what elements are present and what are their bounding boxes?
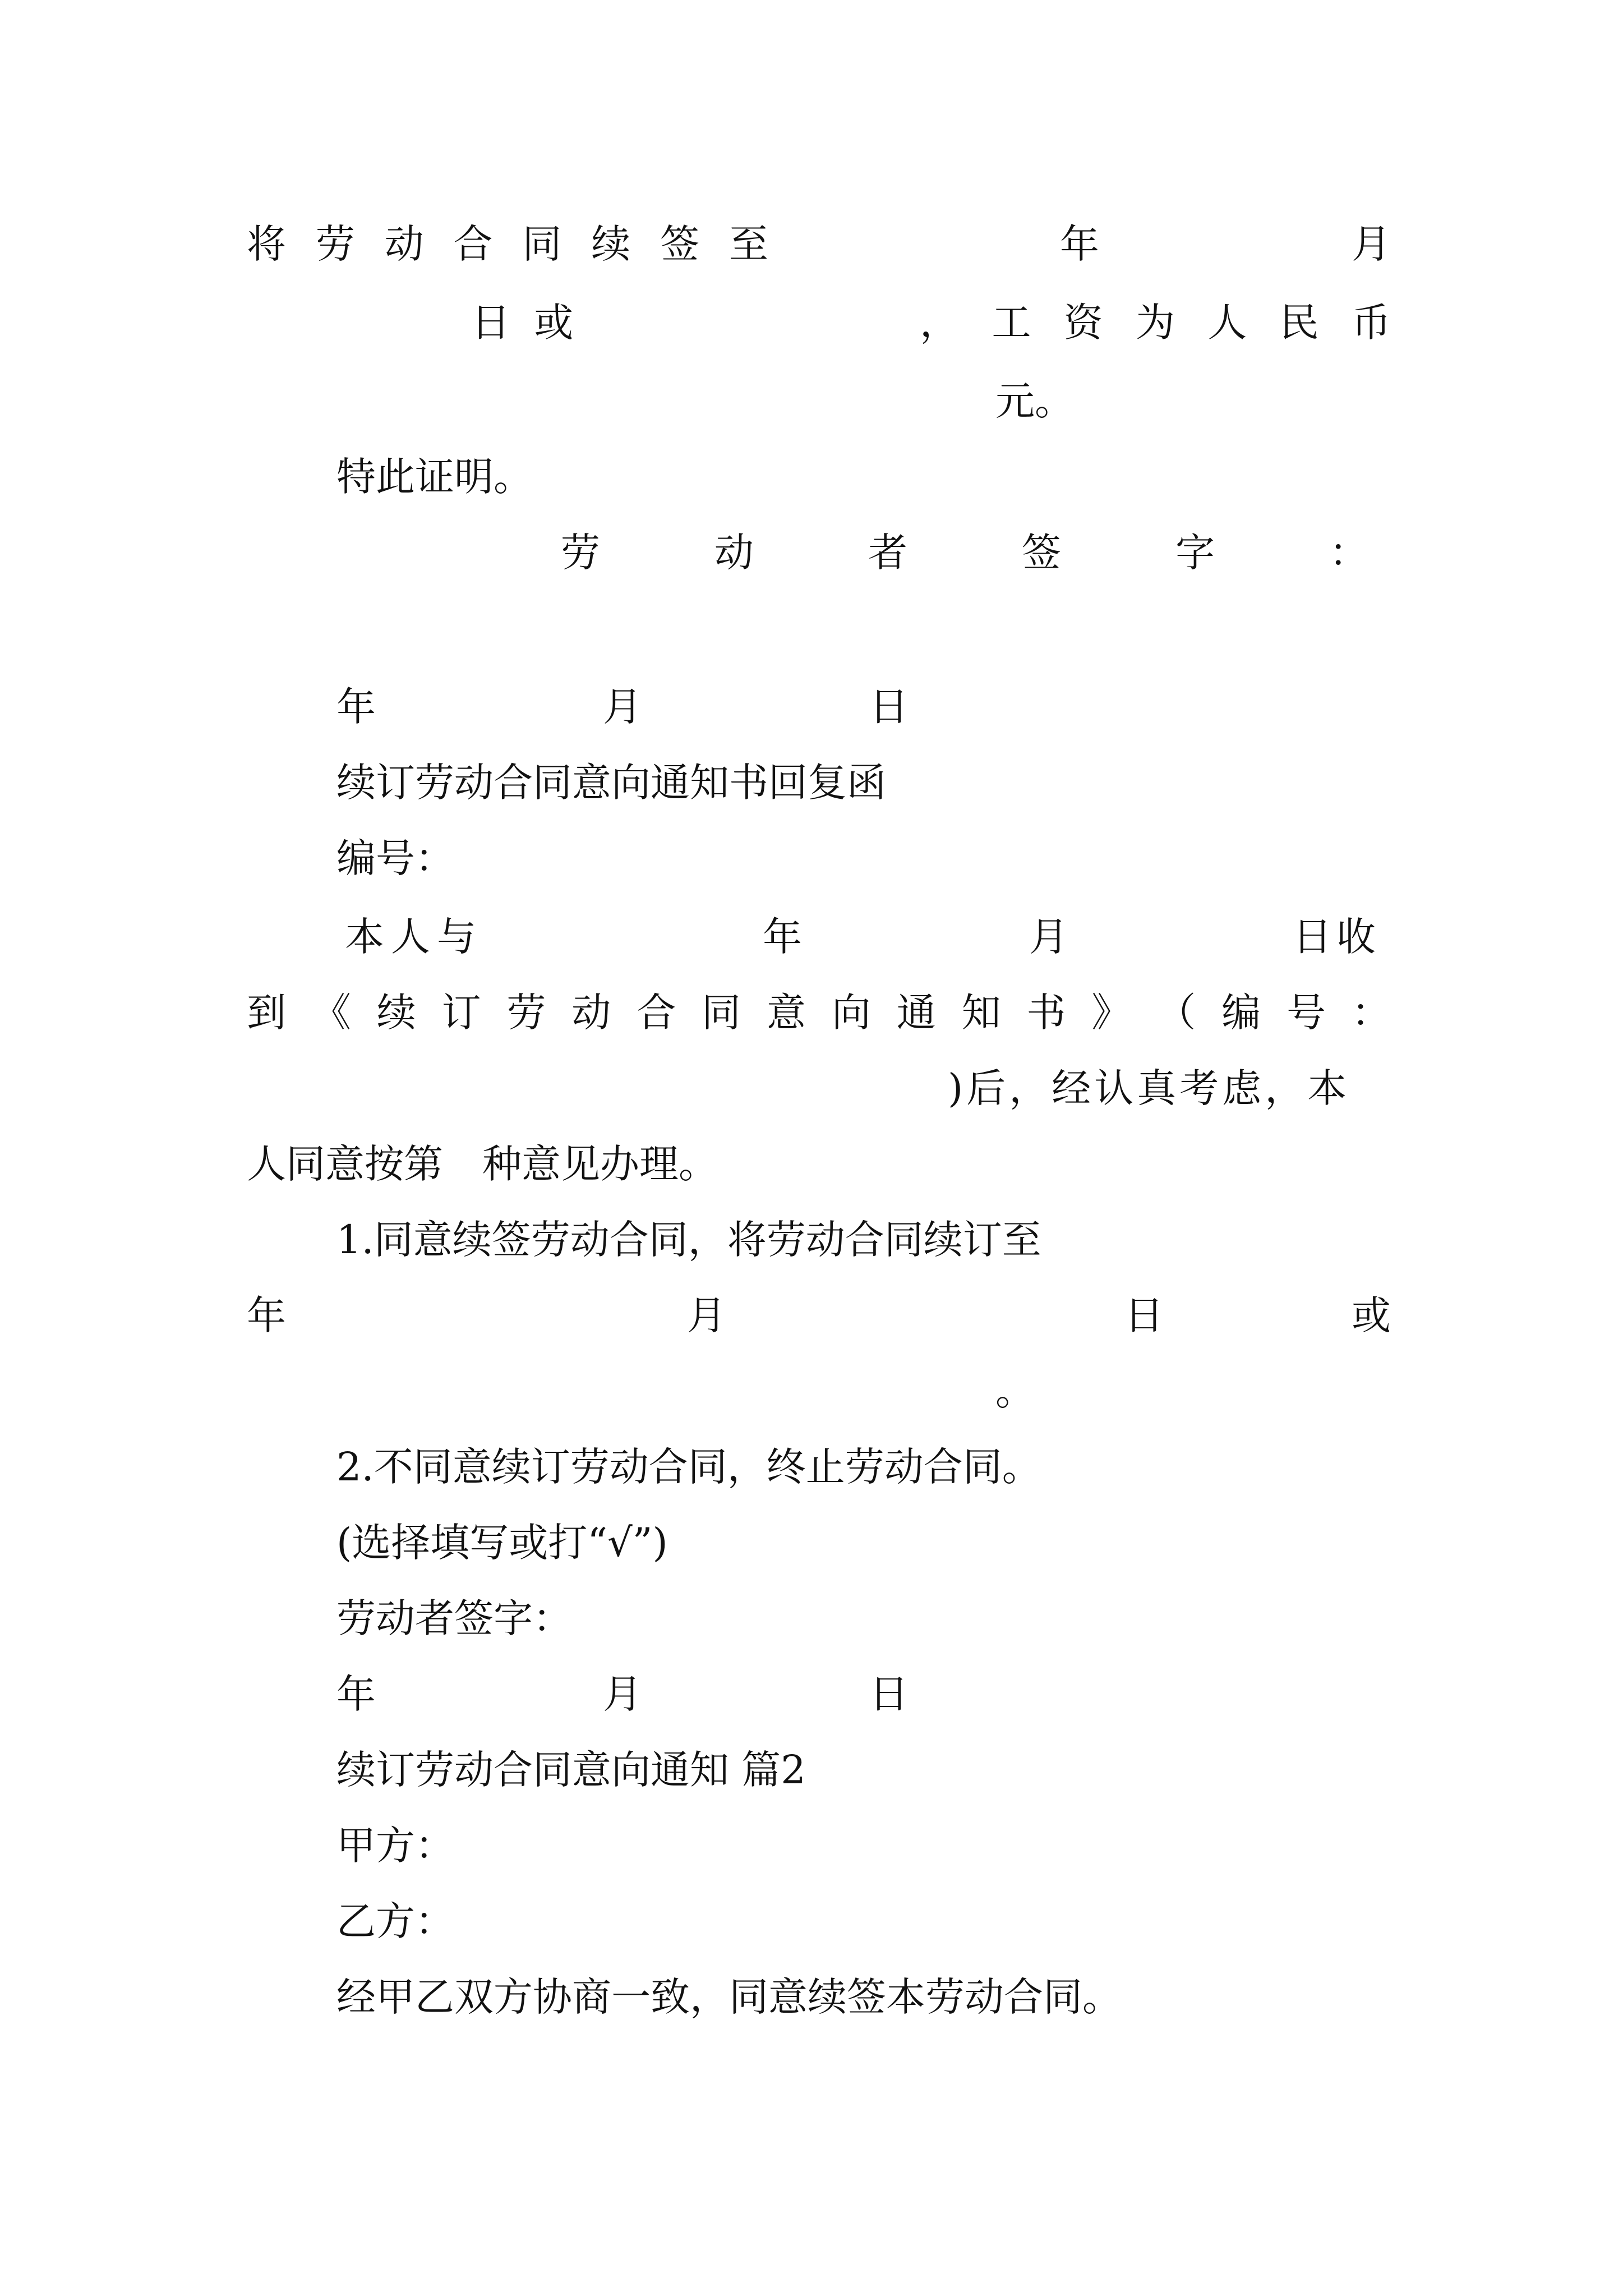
char: 币 bbox=[1351, 300, 1391, 346]
party-a-label: 甲方： bbox=[336, 1823, 454, 1869]
year-label: 年 bbox=[1060, 221, 1099, 267]
char: 合 bbox=[637, 990, 676, 1036]
char: 号 bbox=[1287, 990, 1326, 1036]
line-worker-sign bbox=[561, 527, 1368, 578]
month-label: 月 bbox=[687, 1292, 726, 1338]
char: 至 bbox=[728, 221, 768, 267]
yuan-label: 元。 bbox=[995, 378, 1074, 424]
month-label: 月 bbox=[1029, 914, 1068, 960]
option-2: 2.不同意续订劳动合同，终止劳动合同。 bbox=[336, 1444, 1041, 1490]
date-day: 日 bbox=[869, 1671, 909, 1717]
char: 为 bbox=[1135, 300, 1175, 346]
char: 向 bbox=[831, 990, 871, 1036]
selection-note: (选择填写或打“√”) bbox=[336, 1520, 668, 1566]
agreement-sentence: 经甲乙双方协商一致，同意续签本劳动合同。 bbox=[336, 1974, 1122, 2020]
char: 将 bbox=[247, 221, 286, 267]
char: 通 bbox=[896, 990, 936, 1036]
char: 者 bbox=[868, 530, 907, 576]
char: 知 bbox=[961, 990, 1001, 1036]
after-consideration: )后，经认真考虑，本 bbox=[948, 1065, 1350, 1111]
option-1: 1.同意续签劳动合同，将劳动合同续订至 bbox=[336, 1217, 1041, 1263]
char: 字 bbox=[1175, 530, 1215, 576]
date-day: 日 bbox=[869, 684, 909, 730]
date-month: 月 bbox=[603, 684, 642, 730]
char: 动 bbox=[571, 990, 611, 1036]
section-title: 续订劳动合同意向通知 篇2 bbox=[336, 1747, 806, 1793]
char: （ bbox=[1156, 990, 1196, 1036]
char: 签 bbox=[1022, 530, 1061, 576]
number-label: 编号： bbox=[336, 835, 454, 881]
line-wage bbox=[920, 297, 1391, 348]
day-received: 日收 bbox=[1293, 914, 1380, 960]
char: 《 bbox=[311, 990, 351, 1036]
char: 编 bbox=[1221, 990, 1261, 1036]
char: 订 bbox=[441, 990, 481, 1036]
hereby-certify: 特此证明。 bbox=[336, 454, 533, 500]
received-on: 本人与 bbox=[345, 914, 483, 960]
party-b-label: 乙方： bbox=[336, 1898, 454, 1944]
char: 工 bbox=[992, 300, 1031, 346]
period: 。 bbox=[995, 1368, 1035, 1414]
day-label: 日 bbox=[1124, 1292, 1164, 1338]
char: 动 bbox=[714, 530, 754, 576]
char: 同 bbox=[702, 990, 741, 1036]
char: 合 bbox=[453, 221, 493, 267]
char: 签 bbox=[660, 221, 700, 267]
char: 意 bbox=[767, 990, 806, 1036]
month-label: 月 bbox=[1352, 221, 1391, 267]
char: 劳 bbox=[315, 221, 355, 267]
date-month: 月 bbox=[603, 1671, 642, 1717]
char: ： bbox=[1351, 990, 1391, 1036]
char: 劳 bbox=[561, 530, 600, 576]
char: 资 bbox=[1063, 300, 1103, 346]
date-year: 年 bbox=[336, 684, 376, 730]
line-renew-to bbox=[247, 219, 768, 269]
date-year: 年 bbox=[336, 1671, 376, 1717]
char: 动 bbox=[384, 221, 424, 267]
char: ： bbox=[1329, 530, 1368, 576]
year-label: 年 bbox=[763, 914, 802, 960]
char: 同 bbox=[522, 221, 562, 267]
agree-option: 人同意按第 种意见办理。 bbox=[247, 1141, 718, 1187]
char: 到 bbox=[247, 990, 286, 1036]
char: 续 bbox=[376, 990, 416, 1036]
char: 续 bbox=[591, 221, 631, 267]
line-notice-name bbox=[247, 987, 1391, 1038]
day-or-label: 日 或 bbox=[471, 300, 579, 346]
char: ， bbox=[920, 300, 959, 346]
worker-signature-label: 劳动者签字： bbox=[336, 1595, 572, 1641]
year-label: 年 bbox=[247, 1292, 286, 1338]
char: 劳 bbox=[506, 990, 546, 1036]
char: 民 bbox=[1279, 300, 1319, 346]
char: 书 bbox=[1026, 990, 1066, 1036]
or-label: 或 bbox=[1352, 1292, 1391, 1338]
reply-letter-title: 续订劳动合同意向通知书回复函 bbox=[336, 760, 886, 806]
char: 》 bbox=[1091, 990, 1131, 1036]
char: 人 bbox=[1207, 300, 1247, 346]
